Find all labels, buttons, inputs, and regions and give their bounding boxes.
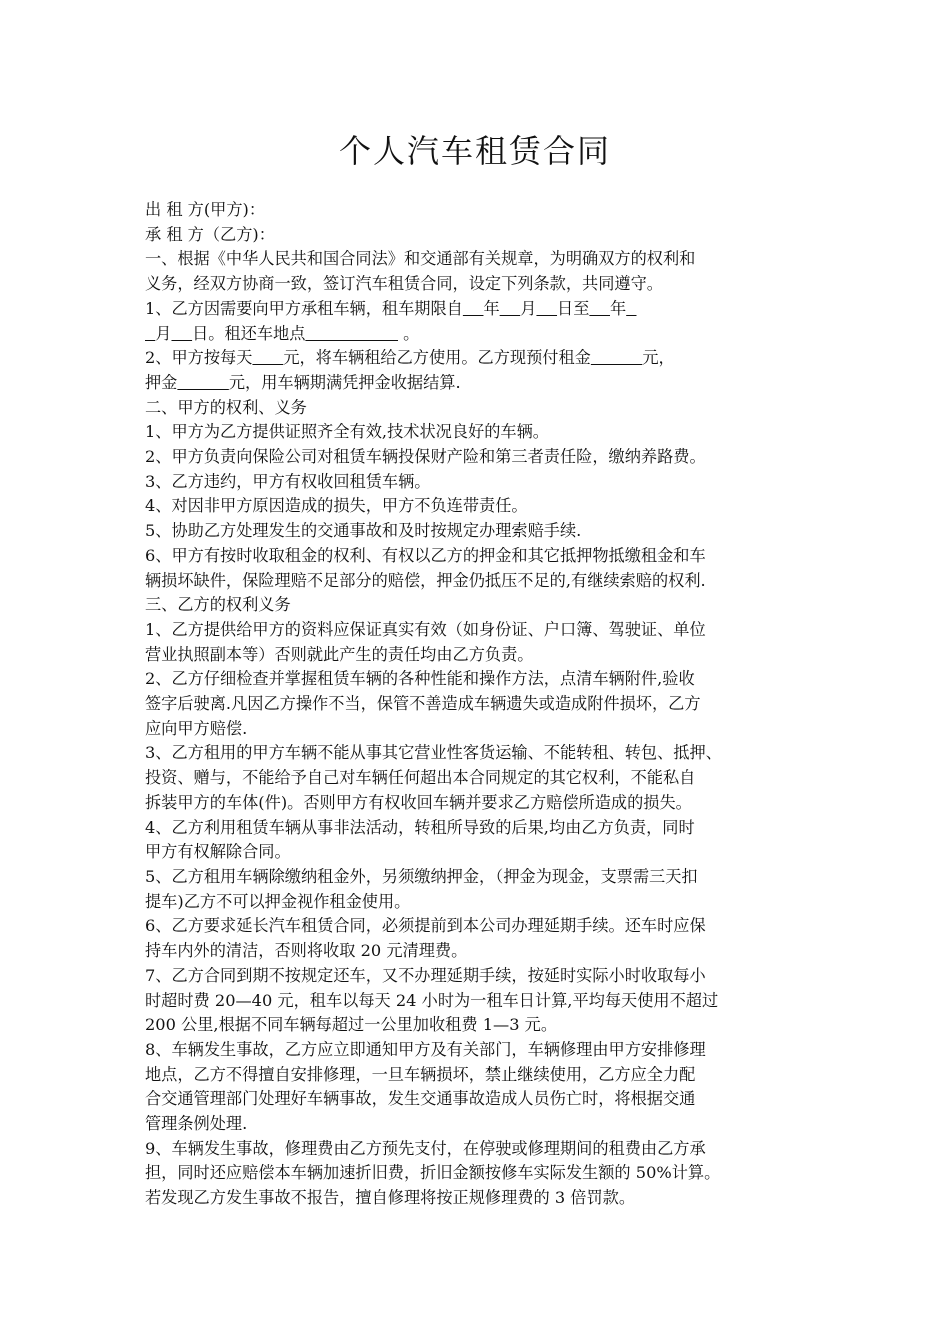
section-2-heading: 二、甲方的权利、义务 [145, 397, 307, 417]
lessor-line: 出 租 方(甲方)： [145, 200, 266, 219]
preamble-line-1: 一、根据《中华人民共和国合同法》和交通部有关规章，为明确双方的权利和 [145, 249, 696, 269]
text-line: 200 公里,根据不同车辆每超过一公里加收租费 1—3 元。 [145, 1015, 558, 1035]
blank-prepaid-rent[interactable] [591, 348, 642, 367]
text-line: 1、甲方为乙方提供证照齐全有效,技术状况良好的车辆。 [145, 422, 549, 442]
text-line: 7、乙方合同到期不按规定还车，又不办理延期手续，按延时实际小时收取每小 [145, 965, 706, 985]
text-line: 时超时费 20—40 元，租车以每天 24 小时为一租车日计算,平均每天使用不超过 [145, 990, 719, 1010]
text-line: 4、乙方利用租赁车辆从事非法活动，转租所导致的后果,均由乙方负责，同时 [145, 817, 695, 837]
text-line: 9、车辆发生事故，修理费由乙方预先支付，在停驶或修理期间的租费由乙方承 [145, 1138, 706, 1158]
blank-start-month[interactable] [500, 299, 521, 318]
blank-end-month[interactable] [145, 324, 155, 343]
text-line: 6、乙方要求延长汽车租赁合同，必须提前到本公司办理延期手续。还车时应保 [145, 916, 706, 936]
text-line: 提车)乙方不可以押金视作租金使用。 [145, 891, 411, 911]
text-line: 地点，乙方不得擅自安排修理，一旦车辆损坏，禁止继续使用，乙方应全力配 [145, 1064, 696, 1084]
blank-start-year[interactable] [463, 299, 484, 318]
text-line: 合交通管理部门处理好车辆事故，发生交通事故造成人员伤亡时，将根据交通 [145, 1089, 696, 1109]
blank-start-day[interactable] [536, 299, 557, 318]
text-line: 担，同时还应赔偿本车辆加速折旧费，折旧金额按修车实际发生额的 50%计算。 [145, 1163, 721, 1183]
blank-end-year[interactable] [589, 299, 610, 318]
text-line: 应向甲方赔偿. [145, 718, 248, 738]
clause-2-line-2: 押金 元，用车辆期满凭押金收据结算. [145, 372, 461, 392]
text-line: 管理条例处理. [145, 1114, 248, 1134]
contract-body [145, 198, 810, 1211]
text-line: 5、协助乙方处理发生的交通事故和及时按规定办理索赔手续. [145, 521, 582, 541]
text-line: 甲方有权解除合同。 [145, 842, 291, 862]
text-line: 3、乙方租用的甲方车辆不能从事其它营业性客货运输、不能转租、转包、抵押、 [145, 743, 722, 763]
blank-daily-rent[interactable] [252, 348, 283, 367]
text-line: 持车内外的清洁，否则将收取 20 元清理费。 [145, 941, 468, 961]
text-line: 8、车辆发生事故，乙方应立即通知甲方及有关部门，车辆修理由甲方安排修理 [145, 1039, 706, 1059]
text-line: 2、甲方负责向保险公司对租赁车辆投保财产险和第三者责任险，缴纳养路费。 [145, 447, 706, 467]
text-line: 营业执照副本等）否则就此产生的责任均由乙方负责。 [145, 644, 534, 664]
clause-1-line-2: 月 日。租还车地点 。 [145, 322, 810, 347]
document-title: 个人汽车租赁合同 [338, 132, 611, 170]
text-line: 签字后驶离.凡因乙方操作不当，保管不善造成车辆遗失或造成附件损坏，乙方 [145, 694, 701, 714]
clause-1-line-1: 1、乙方因需要向甲方承租车辆，租车期限自 年 月 日至 年 [145, 297, 810, 322]
preamble-line-2: 义务，经双方协商一致，签订汽车租赁合同，设定下列条款，共同遵守。 [145, 274, 663, 294]
text-line: 2、乙方仔细检查并掌握租赁车辆的各种性能和操作方法，点清车辆附件,验收 [145, 669, 695, 689]
text-line: 若发现乙方发生事故不报告，擅自修理将按正规修理费的 3 倍罚款。 [145, 1188, 636, 1208]
text-line: 6、甲方有按时收取租金的权利、有权以乙方的押金和其它抵押物抵缴租金和车 [145, 545, 706, 565]
blank-end-day[interactable] [171, 324, 192, 343]
text-line: 投资、赠与，不能给予自己对车辆任何超出本合同规定的其它权利，不能私自 [145, 768, 696, 788]
text-line: 辆损坏缺件，保险理赔不足部分的赔偿，押金仍抵压不足的,有继续索赔的权利. [145, 570, 706, 590]
text-line: 拆装甲方的车体(件)。否则甲方有权收回车辆并要求乙方赔偿所造成的损失。 [145, 792, 692, 812]
blank-pickup-location[interactable] [305, 324, 398, 343]
text-line: 3、乙方违约，甲方有权收回租赁车辆。 [145, 471, 431, 491]
clause-2-line-1: 2、甲方按每天 元，将车辆租给乙方使用。乙方现预付租金 元， [145, 348, 675, 368]
text-line: 1、乙方提供给甲方的资料应保证真实有效（如身份证、户口簿、驾驶证、单位 [145, 619, 706, 639]
blank-end-month-part[interactable] [626, 299, 636, 318]
text-line: 5、乙方租用车辆除缴纳租金外，另须缴纳押金，（押金为现金，支票需三天扣 [145, 866, 698, 886]
section-3-heading: 三、乙方的权利义务 [145, 595, 291, 615]
text-line: 4、对因非甲方原因造成的损失，甲方不负连带责任。 [145, 496, 528, 516]
blank-deposit[interactable] [177, 373, 228, 392]
lessee-line: 承 租 方（乙方)： [145, 224, 275, 244]
